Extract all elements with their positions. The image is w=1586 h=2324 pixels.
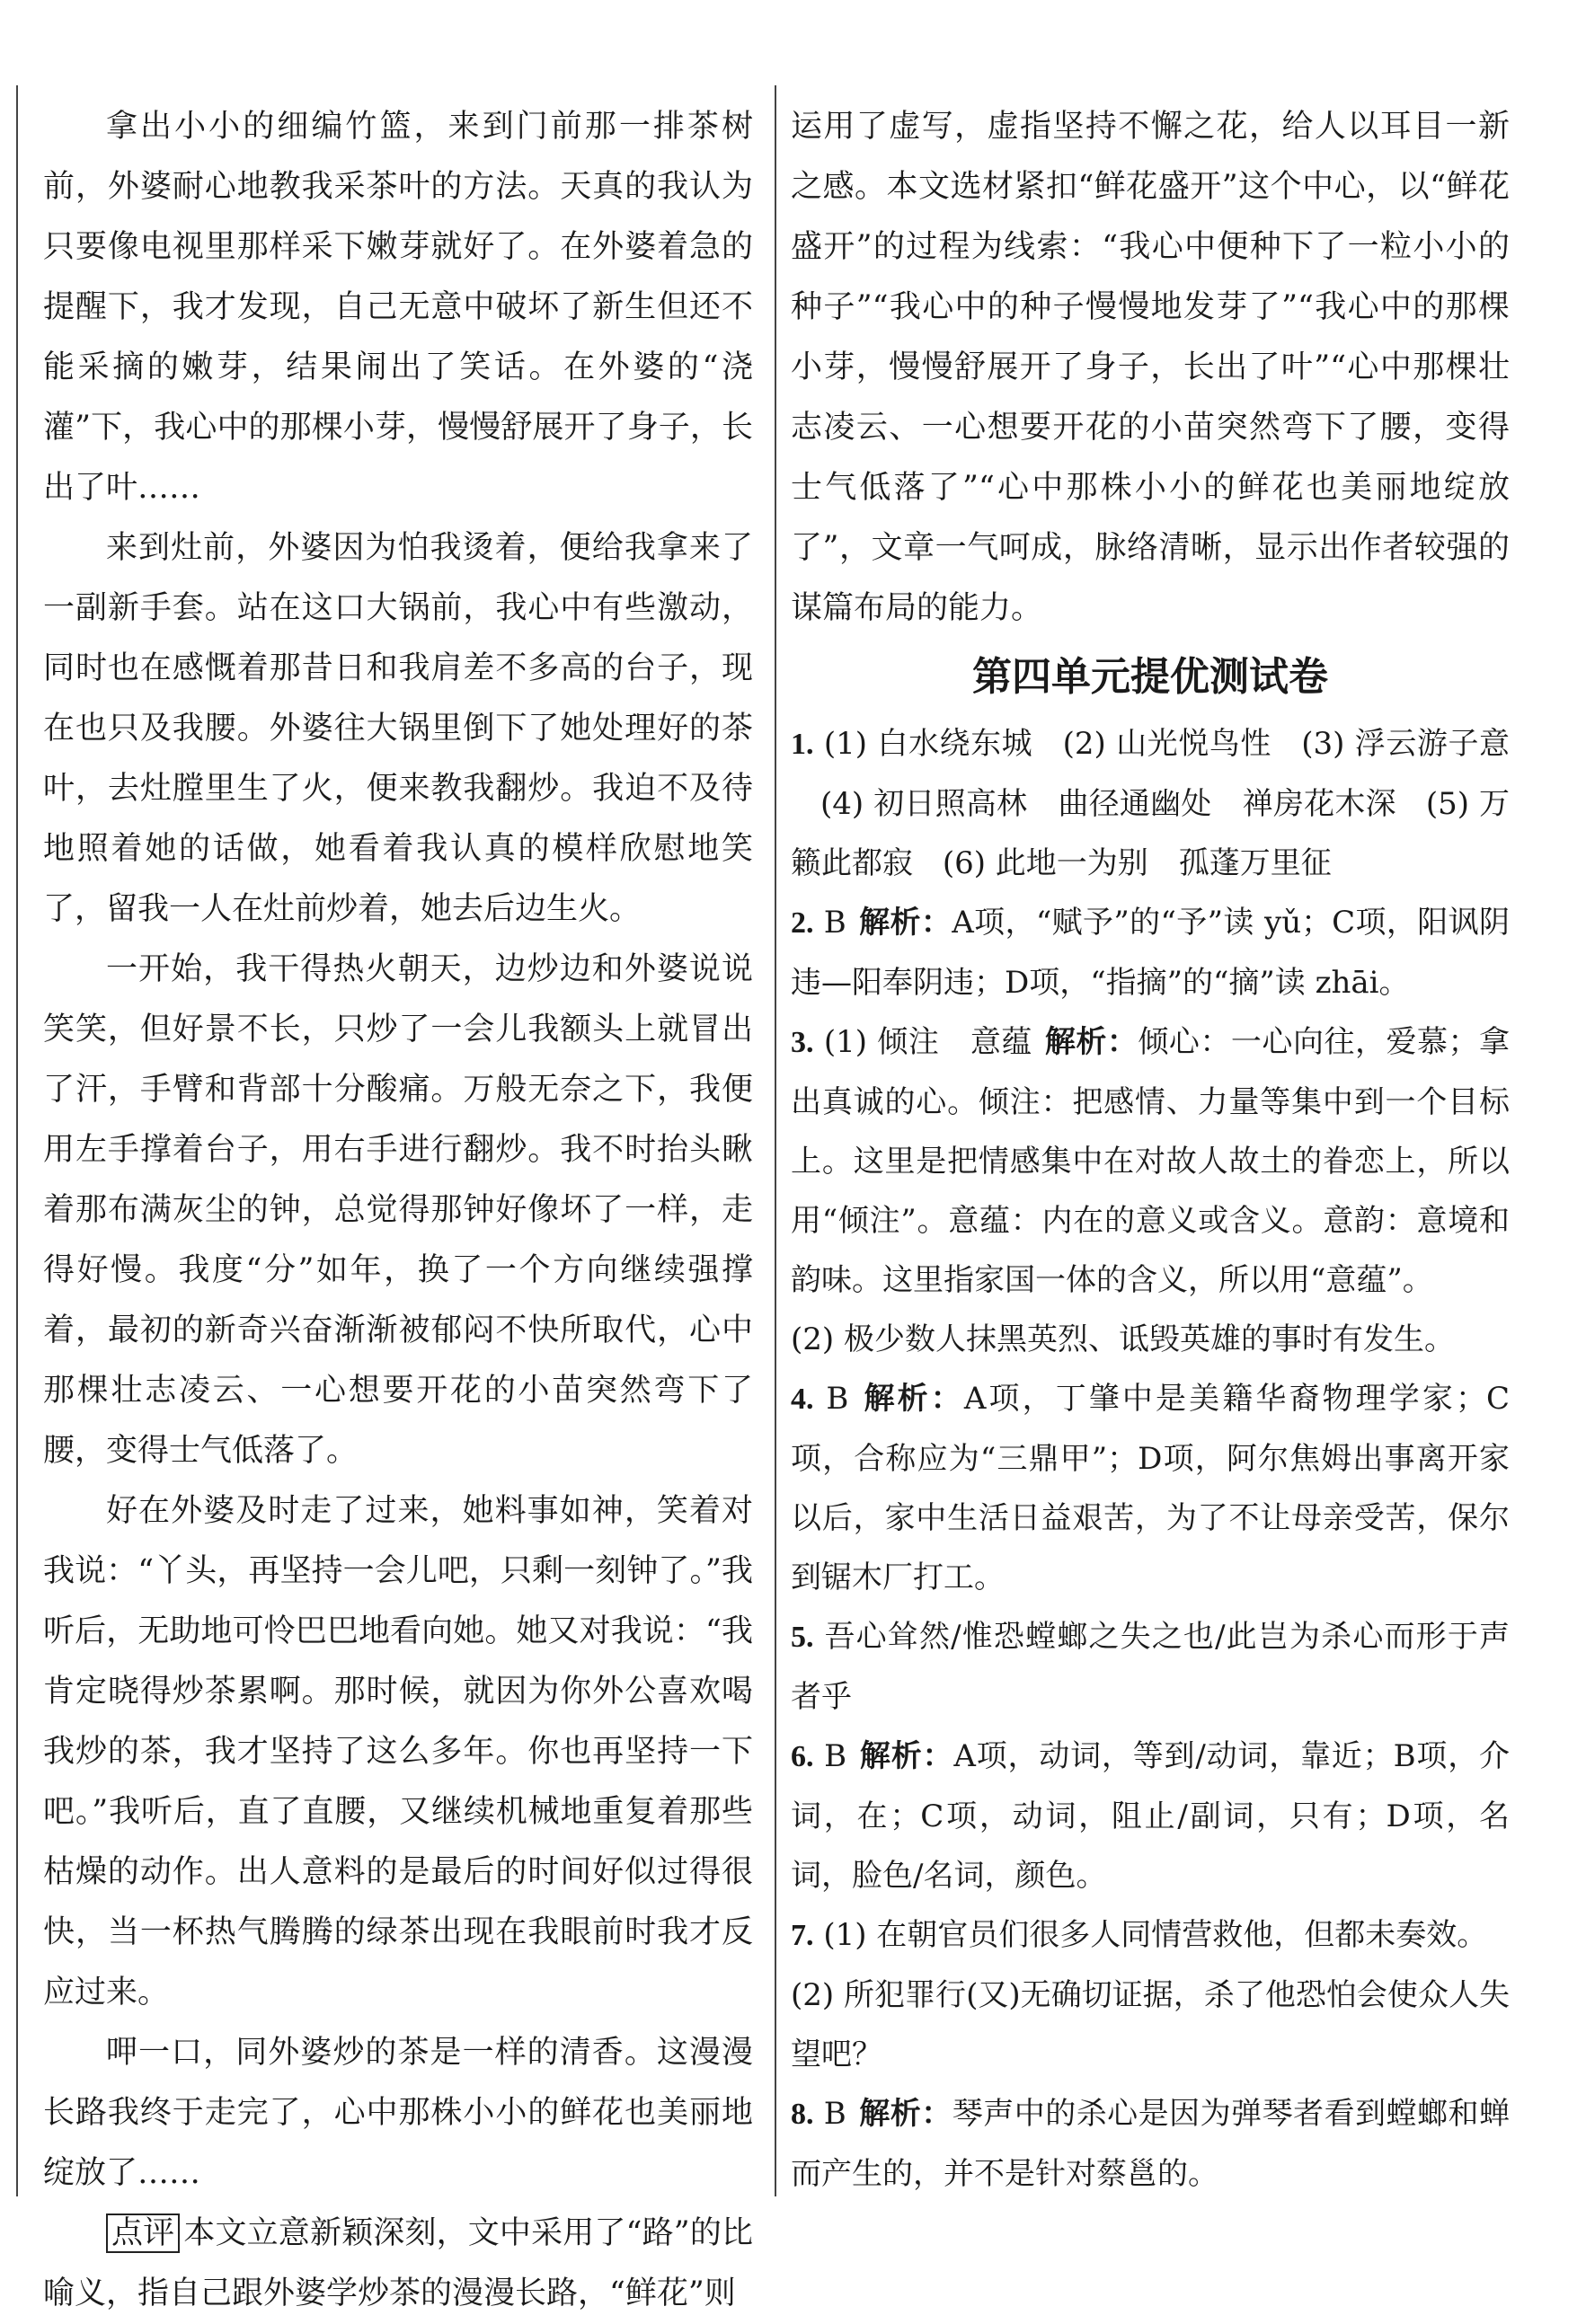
analysis-label: 解析： [859,1738,954,1774]
question-7 [791,1905,1510,1966]
question-number: 6. [791,1740,814,1773]
question-number: 8. [791,2098,814,2131]
analysis-text: A项，“赋予”的“予”读 yǔ；C项，阳讽阴违—阳奉阴违；D项，“指摘”的“摘”读 zhāi。 [791,905,1510,1001]
analysis-label: 解析： [861,1381,964,1417]
essay-paragraph: 拿出小小的细编竹篮，来到门前那一排茶树前，外婆耐心地教我采茶叶的方法。天真的我认为只要像电视里那样采下嫩芽就好了。在外婆着急的提醒下，我才发现，自己无意中破坏了新生但还不能采摘的嫩芽，结果闹出了笑话。在外婆的“浇灌”下，我心中的那棵小芽，慢慢舒展开了身子，长出了叶…… [43,109,753,506]
analysis-text: A项，丁肇中是美籍华裔物理学家；C项，合称应为“三鼎甲”；D项，阿尔焦姆出事离开家以后，家中生活日益艰苦，为了不让母亲受苦，保尔到锯木厂打工。 [791,1381,1510,1595]
column-divider [775,85,776,2196]
question-number: 3. [791,1026,814,1059]
question-7-part-2: (2) 所犯罪行(又)无确切证据，杀了他恐怕会使众人失望吧？ [791,1977,1510,2072]
answer-text: 吾心耸然/惟恐螳螂之失之也/此岂为杀心而形于声者乎 [791,1619,1510,1715]
answer: (1) 倾注 意蕴 [823,1024,1032,1060]
analysis-label: 解析： [1044,1024,1139,1060]
answer: B [823,905,846,941]
essay-paragraph: 来到灶前，外婆因为怕我烫着，便给我拿来了一副新手套。站在这口大锅前，我心中有些激动，同时也在感慨着那昔日和我肩差不多高的台子，现在也只及我腰。外婆往大锅里倒下了她处理好的茶叶，去灶膛里生了火，便来教我翻炒。我迫不及待地照着她的话做，她看着我认真的模样欣慰地笑了，留我一人在灶前炒着，她去后边生火。 [43,530,753,927]
left-column [43,97,753,2324]
question-6 [791,1727,1510,1905]
question-3-part-2: (2) 极少数人抹黑英烈、诋毁英雄的事时有发生。 [791,1321,1455,1357]
analysis-text: A项，动词，等到/动词，靠近；B项，介词，在；C项，动词，阻止/副词，只有；D项，名词，脸色/名词，颜色。 [791,1738,1511,1894]
analysis-label: 解析： [858,905,952,941]
question-4 [791,1369,1510,1607]
question-number: 1. [791,728,814,761]
question-number: 2. [791,906,814,940]
question-2 [791,893,1510,1012]
question-number: 7. [791,1919,814,1952]
analysis-label: 解析： [858,2096,952,2132]
q1-part: (2) 山光悦鸟性 [1062,726,1271,762]
question-number: 4. [791,1383,814,1416]
q1-part: (3) 浮云游子意 [1301,726,1511,762]
comment-tag: 点评 [106,2214,180,2253]
answer: B [826,1381,849,1417]
left-margin-rule [16,85,18,2196]
q1-part: (5) 万籁此都寂 [791,786,1511,881]
essay-paragraph: 呷一口，同外婆炒的茶是一样的清香。这漫漫长路我终于走完了，心中那株小小的鲜花也美丽地绽放了…… [43,2035,753,2191]
question-1 [791,714,1510,893]
question-5 [791,1607,1510,1727]
q1-part: (4) 初日照高林 曲径通幽处 禅房花木深 [820,786,1396,822]
comment-continuation: 运用了虚写，虚指坚持不懈之花，给人以耳目一新之感。本文选材紧扣“鲜花盛开”这个中心，以“鲜花盛开”的过程为线索：“我心中便种下了一粒小小的种子”“我心中的种子慢慢地发芽了”“我心中的那棵小芽，慢慢舒展开了身子，长出了叶”“心中那棵壮志凌云、一心想要开花的小苗突然弯下了腰，变得士气低落了”“心中那株小小的鲜花也美丽地绽放了”，文章一气呵成，脉络清晰，显示出作者较强的谋篇布局的能力。 [791,109,1510,626]
question-3 [791,1012,1510,1310]
analysis-text: 琴声中的杀心是因为弹琴者看到螳螂和蝉而产生的，并不是针对蔡邕的。 [791,2096,1511,2192]
essay-paragraph: 好在外婆及时走了过来，她料事如神，笑着对我说：“丫头，再坚持一会儿吧，只剩一刻钟了。”我听后，无助地可怜巴巴地看向她。她又对我说：“我肯定晓得炒茶累啊。那时候，就因为你外公喜欢喝我炒的茶，我才坚持了这么多年。你也再坚持一下吧。”我听后，直了直腰，又继续机械地重复着那些枯燥的动作。出人意料的是最后的时间好似过得很快，当一杯热气腾腾的绿茶出现在我眼前时我才反应过来。 [43,1493,753,2010]
essay-paragraph: 一开始，我干得热火朝天，边炒边和外婆说说笑笑，但好景不长，只炒了一会儿我额头上就冒出了汗，手臂和背部十分酸痛。万般无奈之下，我便用左手撑着台子，用右手进行翻炒。我不时抬头瞅着那布满灰尘的钟，总觉得那钟好像坏了一样，走得好慢。我度“分”如年，换了一个方向继续强撑着，最初的新奇兴奋渐渐被郁闷不快所取代，心中那棵壮志凌云、一心想要开花的小苗突然弯下了腰，变得士气低落了。 [43,951,753,1469]
section-title: 第四单元提优测试卷 [972,654,1328,700]
q1-part: (1) 白水绕东城 [823,726,1033,762]
right-column [791,97,1510,2204]
question-number: 5. [791,1621,814,1654]
question-8 [791,2084,1510,2204]
comment-text: 本文立意新颖深刻，文中采用了“路”的比喻义，指自己跟外婆学炒茶的漫漫长路，“鲜花”则 [43,2215,753,2311]
q1-part: (6) 此地一为别 孤蓬万里征 [942,845,1332,881]
comment-paragraph [43,2204,753,2324]
analysis-text: 倾心：一心向往，爱慕；拿出真诚的心。倾注：把感情、力量等集中到一个目标上。这里是把情感集中在对故人故土的眷恋上，所以用“倾注”。意蕴：内在的意义或含义。意韵：意境和韵味。这里指家国一体的含义，所以用“意蕴”。 [791,1024,1511,1298]
answer-part-1: (1) 在朝官员们很多人同情营救他，但都未奏效。 [823,1917,1488,1953]
answer: B [823,2096,846,2132]
answer: B [824,1738,847,1774]
